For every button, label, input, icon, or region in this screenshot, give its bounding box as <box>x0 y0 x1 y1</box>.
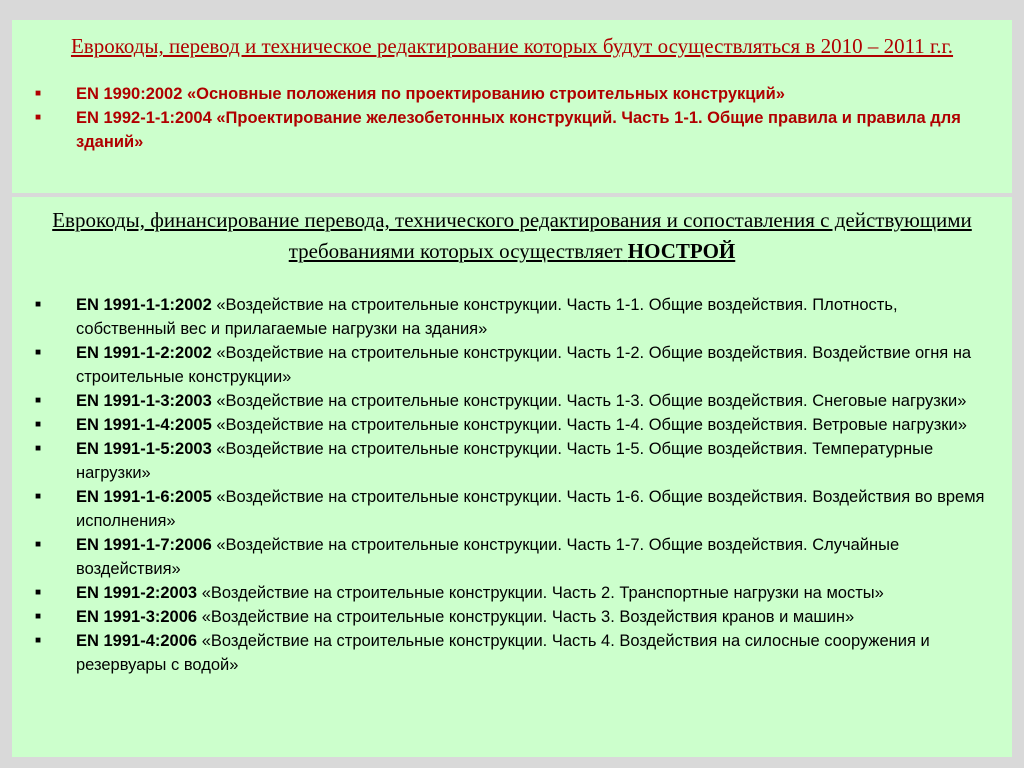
list-item: ■ EN 1991-1-6:2005 «Воздействие на строительные конструкции. Часть 1-6. Общие воздействия. Воздействия во время исполнения» <box>34 485 990 533</box>
list-item: ■ EN 1990:2002 «Основные положения по проектированию строительных конструкций» <box>34 82 990 106</box>
section1-title: Еврокоды, перевод и техническое редактирование которых будут осуществляться в 2010 – 2011 г.г. <box>70 34 954 58</box>
bullet-icon: ■ <box>35 112 42 123</box>
bullet-icon: ■ <box>35 635 42 646</box>
list-item: ■ EN 1991-1-7:2006 «Воздействие на строительные конструкции. Часть 1-7. Общие воздействия. Случайные воздействия» <box>34 533 990 581</box>
bullet-icon: ■ <box>35 587 42 598</box>
list-item: ■ EN 1991-4:2006 «Воздействие на строительные конструкции. Часть 4. Воздействия на силосные сооружения и резервуары с водой» <box>34 629 990 677</box>
organization-name: НОСТРОЙ <box>627 239 736 263</box>
section2-title: Еврокоды, финансирование перевода, технического редактирования и сопоставления с действующими требованиями которых осуществляет НОСТРОЙ <box>52 208 972 263</box>
bullet-icon: ■ <box>35 347 42 358</box>
section2-list <box>34 293 990 677</box>
bullet-icon: ■ <box>35 611 42 622</box>
bullet-icon: ■ <box>35 539 42 550</box>
list-item: ■ EN 1991-2:2003 «Воздействие на строительные конструкции. Часть 2. Транспортные нагрузки на мосты» <box>34 581 990 605</box>
bullet-icon: ■ <box>35 88 42 99</box>
eurocodes-nostroy-panel <box>12 197 1012 757</box>
bullet-icon: ■ <box>35 419 42 430</box>
list-item: ■ EN 1992-1-1:2004 «Проектирование железобетонных конструкций. Часть 1-1. Общие правила и правила для зданий» <box>34 106 990 154</box>
list-item: ■ EN 1991-1-1:2002 «Воздействие на строительные конструкции. Часть 1-1. Общие воздействия. Плотность, собственный вес и прилагаемые нагрузки на здания» <box>34 293 990 341</box>
list-item: ■ EN 1991-1-3:2003 «Воздействие на строительные конструкции. Часть 1-3. Общие воздействия. Снеговые нагрузки» <box>34 389 990 413</box>
bullet-icon: ■ <box>35 491 42 502</box>
eurocodes-2010-2011-panel <box>12 20 1012 193</box>
bullet-icon: ■ <box>35 443 42 454</box>
bullet-icon: ■ <box>35 299 42 310</box>
list-item: ■ EN 1991-3:2006 «Воздействие на строительные конструкции. Часть 3. Воздействия кранов и машин» <box>34 605 990 629</box>
bullet-icon: ■ <box>35 395 42 406</box>
list-item: ■ EN 1991-1-2:2002 «Воздействие на строительные конструкции. Часть 1-2. Общие воздействия. Воздействие огня на строительные конструкции» <box>34 341 990 389</box>
list-item: ■ EN 1991-1-5:2003 «Воздействие на строительные конструкции. Часть 1-5. Общие воздействия. Температурные нагрузки» <box>34 437 990 485</box>
section1-list <box>34 82 990 154</box>
list-item: ■ EN 1991-1-4:2005 «Воздействие на строительные конструкции. Часть 1-4. Общие воздействия. Ветровые нагрузки» <box>34 413 990 437</box>
